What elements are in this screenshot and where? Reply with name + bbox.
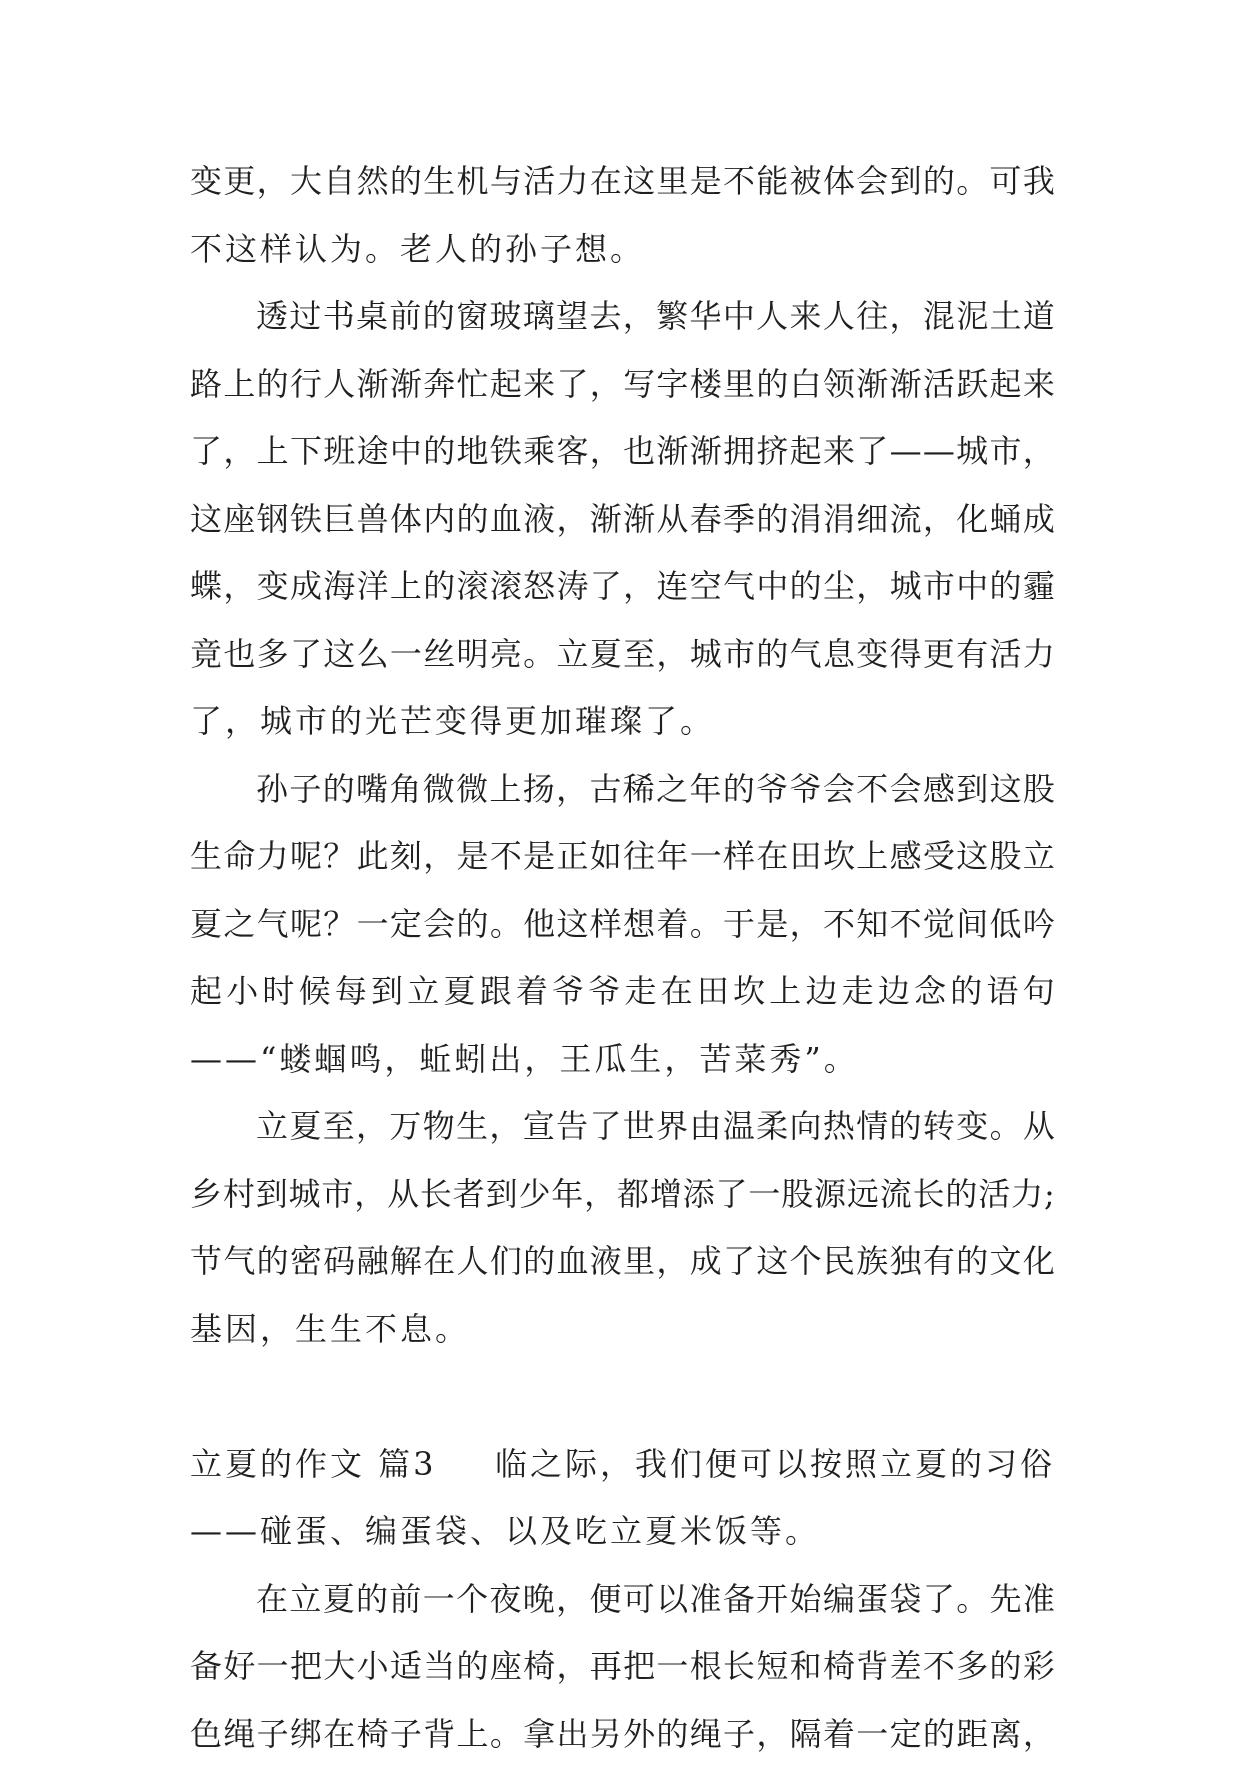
section-gap <box>190 1375 1055 1417</box>
text-line: ——碰蛋、编蛋袋、以及吃立夏米饭等。 <box>190 1512 821 1550</box>
section-heading: 立夏的作文 篇3 <box>190 1444 437 1483</box>
text-line: 起 小 时 候 每 到 立 夏 跟 着 爷 爷 走 在 田 坎 上 边 走 边 念 的 语 句 <box>190 972 1055 1010</box>
text-line: 色 绳 子 绑 在 椅 子 背 上 。 拿 出 另 外 的 绳 子 ， 隔 着 一 定 的 距 离 ， <box>190 1714 1055 1753</box>
text-line: 节 气 的 密 码 融 解 在 人 们 的 血 液 里 ， 成 了 这 个 民 族 独 有 的 文 化 <box>190 1242 1055 1280</box>
text-line: 不这样认为。老人的孙子想。 <box>190 229 646 268</box>
text-line: 竟 也 多 了 这 么 一 丝 明 亮 。 立 夏 至 ， 城 市 的 气 息 变 得 更 有 活 力 <box>190 634 1055 673</box>
text-line: 蝶 ， 变 成 海 洋 上 的 滚 滚 怒 涛 了 ， 连 空 气 中 的 尘 ， 城 市 中 的 霾 <box>190 567 1055 605</box>
text-line: 变 更 ， 大 自 然 的 生 机 与 活 力 在 这 里 是 不 能 被 体 会 到 的 。 可 我 <box>190 162 1055 200</box>
text-line: 了 ， 上 下 班 途 中 的 地 铁 乘 客 ， 也 渐 渐 拥 挤 起 来 了 — — 城 市 ， <box>190 432 1055 470</box>
text-line: 备 好 一 把 大 小 适 当 的 座 椅 ， 再 把 一 根 长 短 和 椅 背 差 不 多 的 彩 <box>190 1647 1055 1685</box>
text-line: 了，城市的光芒变得更加璀璨了。 <box>190 702 716 740</box>
section-heading-line <box>190 1443 1055 1485</box>
text-line: 路 上 的 行 人 渐 渐 奔 忙 起 来 了 ， 写 字 楼 里 的 白 领 渐 渐 活 跃 起 来 <box>190 364 1055 403</box>
paragraph-first-line: 立 夏 至 ， 万 物 生 ， 宣 告 了 世 界 由 温 柔 向 热 情 的 转 变 。 从 <box>256 1107 1055 1145</box>
paragraph-first-line: 孙 子 的 嘴 角 微 微 上 扬 ， 古 稀 之 年 的 爷 爷 会 不 会 感 到 这 股 <box>256 769 1055 808</box>
paragraph-first-line: 透 过 书 桌 前 的 窗 玻 璃 望 去 ， 繁 华 中 人 来 人 往 ， 混 泥 土 道 <box>256 297 1055 335</box>
paragraph-first-line: 在 立 夏 的 前 一 个 夜 晚 ， 便 可 以 准 备 开 始 编 蛋 袋 了 。 先 准 <box>256 1579 1055 1618</box>
text-line: 基因，生生不息。 <box>190 1309 471 1348</box>
document-page <box>190 160 1055 1780</box>
text-line: 夏 之 气 呢 ？ 一 定 会 的 。 他 这 样 想 着 。 于 是 ， 不 知 不 觉 间 低 吟 <box>190 904 1055 943</box>
text-line: 生 命 力 呢 ？ 此 刻 ， 是 不 是 正 如 往 年 一 样 在 田 坎 上 感 受 这 股 立 <box>190 837 1055 875</box>
heading-tail-text: 临之际，我们便可以按照立夏的习俗 <box>494 1444 1055 1483</box>
text-line: 这 座 钢 铁 巨 兽 体 内 的 血 液 ， 渐 渐 从 春 季 的 涓 涓 细 流 ， 化 蛹 成 <box>190 499 1055 538</box>
text-line: ——“蝼蝈鸣，蚯蚓出，王瓜生，苦菜秀”。 <box>190 1039 859 1078</box>
text-line: 乡 村 到 城 市 ， 从 长 者 到 少 年 ， 都 增 添 了 一 股 源 远 流 长 的 活 力 ; <box>190 1174 1055 1213</box>
